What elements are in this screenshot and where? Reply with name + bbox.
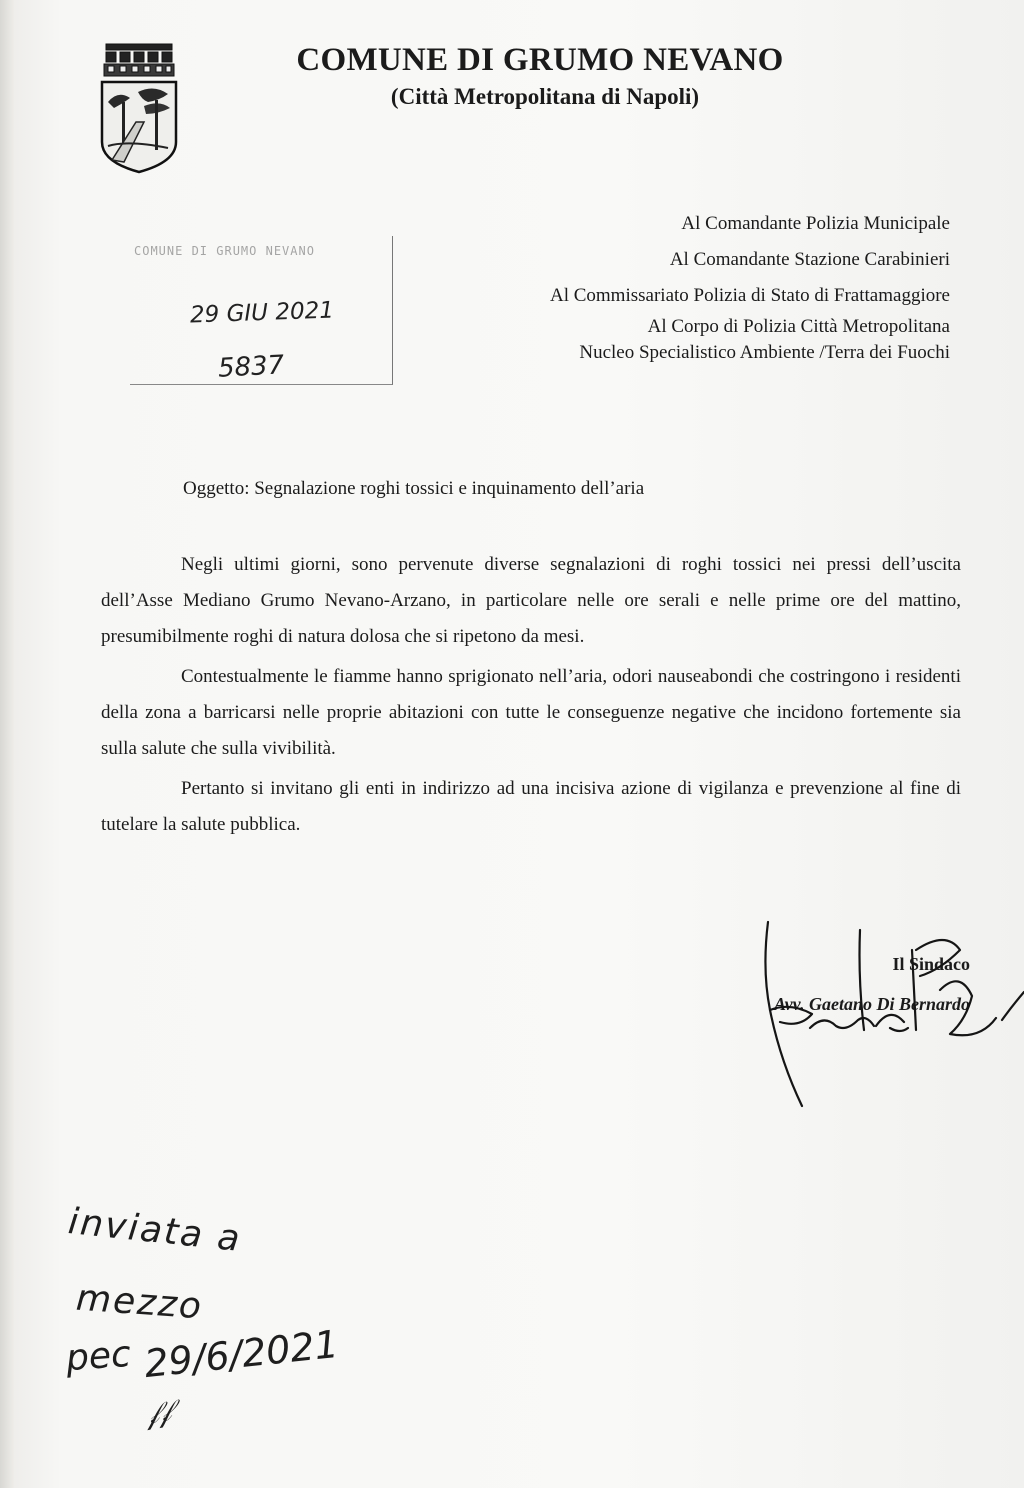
handwritten-signature — [740, 910, 1024, 1120]
municipality-subtitle: (Città Metropolitana di Napoli) — [390, 84, 700, 109]
recipient-line: Nucleo Specialistico Ambiente /Terra dei Fuochi — [579, 342, 950, 363]
recipient-line: Al Comandante Polizia Municipale — [681, 213, 950, 234]
recipient-line: Al Commissariato Polizia di Stato di Frattamaggiore — [549, 285, 950, 306]
handwritten-note — [60, 1190, 341, 1460]
signer-name: Avv. Gaetano Di Bernardo — [774, 994, 970, 1014]
stamp-header: COMUNE DI GRUMO NEVANO — [134, 244, 315, 258]
body-paragraph: Contestualmente le fiamme hanno sprigionato nell’aria, odori nauseabondi che costringono i residenti della zona a barricarsi nelle proprie abitazioni con tutte le conseguenze negative che incidono fortemente sia sulla salute che sulla vivibilità. — [101, 666, 961, 759]
recipient-line: Al Corpo di Polizia Città Metropolitana — [647, 316, 950, 337]
municipal-crest-icon — [98, 42, 180, 174]
municipality-title: COMUNE DI GRUMO NEVANO — [296, 42, 784, 78]
letter-subject: Oggetto: Segnalazione roghi tossici e inquinamento dell’aria — [183, 478, 645, 499]
note-initials-mark: 𝒻𝒻 — [143, 1394, 174, 1431]
note-line: pec — [64, 1333, 133, 1380]
stamp-protocol-number: 5837 — [217, 350, 285, 384]
stamp-date: 29 GIU 2021 — [189, 297, 335, 329]
note-line: inviata a — [66, 1201, 244, 1260]
signer-role: Il Sindaco — [892, 954, 970, 974]
note-line: mezzo — [74, 1277, 205, 1328]
protocol-stamp — [126, 230, 396, 395]
recipients-block — [390, 206, 950, 366]
recipient-line: Al Comandante Stazione Carabinieri — [669, 249, 950, 270]
body-paragraph: Negli ultimi giorni, sono pervenute diverse segnalazioni di roghi tossici nei pressi dell’uscita dell’Asse Mediano Grumo Nevano-Arzano, in particolare nelle ore serali e nelle prime ore del mattino, presumibilmente roghi di natura dolosa che si ripetono da mesi. — [101, 554, 961, 647]
page-edge-shadow — [0, 0, 14, 1488]
letter-body — [101, 547, 961, 847]
note-date: 29/6/2021 — [142, 1321, 341, 1387]
body-paragraph: Pertanto si invitano gli enti in indirizzo ad una incisiva azione di vigilanza e prevenzione al fine di tutelare la salute pubblica. — [101, 778, 961, 835]
